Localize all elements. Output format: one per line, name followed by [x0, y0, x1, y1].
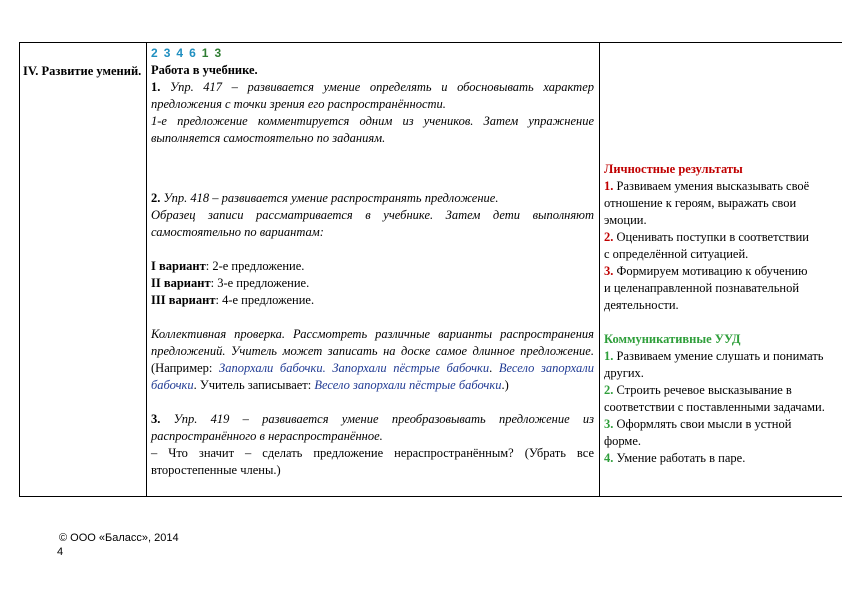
communicative-item: 4. Умение работать в паре. — [604, 451, 746, 465]
digit: 4 — [176, 46, 184, 60]
results-cell — [600, 43, 842, 497]
personal-item-cont: эмоции. — [604, 213, 647, 227]
communicative-item-cont: соответствии с поставленными задачами. — [604, 400, 825, 414]
collective-check: Коллективная проверка. Рассмотреть различные варианты распространения предложений. Учитель может записать на доске самое длинное предложение. (Например: Запорхали бабочки. Запорхали пёстрые бабочки. Весело запорхали бабочки. Учитель записывает: Весело запорхали пёстрые бабочки.) — [151, 327, 594, 392]
communicative-item-cont: других. — [604, 366, 644, 380]
personal-item: 3. Формируем мотивацию к обучению — [604, 264, 808, 278]
personal-item-cont: деятельности. — [604, 298, 679, 312]
variant-2: II вариант: 3-е предложение. — [151, 276, 310, 290]
personal-item: 1. Развиваем умения высказывать своё — [604, 179, 810, 193]
section-heading: Работа в учебнике. — [151, 63, 258, 77]
lesson-table — [19, 42, 842, 497]
variant-3: III вариант: 4-е предложение. — [151, 293, 315, 307]
digit: 1 — [201, 46, 209, 60]
stage-number: IV. — [23, 64, 39, 78]
activity-cell — [147, 43, 600, 497]
digit: 2 — [151, 46, 158, 60]
personal-results-title: Личностные результаты — [604, 162, 743, 176]
stage-title: Развитие умений. — [41, 64, 142, 78]
exercise-1: 1. Упр. 417 – развивается умение определять и обосновывать характер предложения с точки зрения его распространённости. — [151, 80, 594, 111]
digit: 3 — [214, 46, 222, 60]
exercise-2-note: Образец записи рассматривается в учебнике. Затем дети выполняют самостоятельно по вариантам: — [151, 208, 594, 239]
communicative-item-cont: форме. — [604, 434, 641, 448]
page-number: 4 — [57, 546, 64, 558]
digit-row — [151, 45, 594, 62]
copyright-footer: © ООО «Баласс», 2014 — [59, 532, 179, 544]
digit: 6 — [189, 46, 196, 60]
communicative-title: Коммуникативные УУД — [604, 332, 741, 346]
exercise-3-question: – Что значит – сделать предложение нераспространённым? (Убрать все второстепенные члены.) — [151, 446, 594, 477]
personal-item-cont: отношение к героям, выражать свои — [604, 196, 797, 210]
communicative-item: 3. Оформлять свои мысли в устной — [604, 417, 792, 431]
communicative-item: 2. Строить речевое высказывание в — [604, 383, 792, 397]
digit: 3 — [163, 46, 171, 60]
variant-1: I вариант: 2-е предложение. — [151, 259, 305, 273]
stage-cell — [20, 43, 147, 497]
exercise-2: 2. Упр. 418 – развивается умение распространять предложение. — [151, 191, 499, 205]
communicative-item: 1. Развиваем умение слушать и понимать — [604, 349, 824, 363]
personal-item-cont: с определённой ситуацией. — [604, 247, 749, 261]
exercise-1-note: 1-е предложение комментируется одним из учеников. Затем упражнение выполняется самостоятельно по заданиям. — [151, 114, 594, 145]
personal-item: 2. Оценивать поступки в соответствии — [604, 230, 809, 244]
exercise-3: 3. Упр. 419 – развивается умение преобразовывать предложение из распространённого в нераспространённое. — [151, 412, 595, 443]
personal-item-cont: и целенаправленной познавательной — [604, 281, 800, 295]
